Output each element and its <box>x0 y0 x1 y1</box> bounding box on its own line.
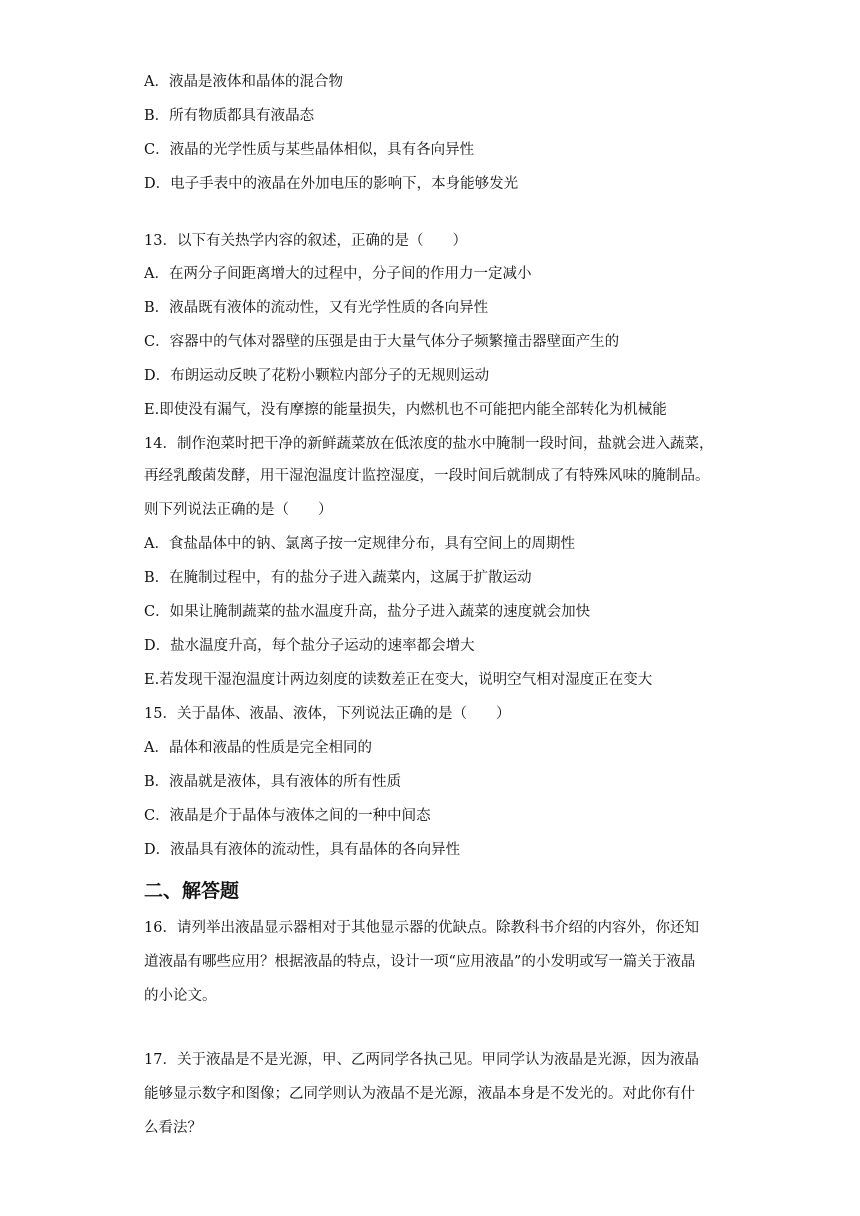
q16-line-1: 16．请列举出液晶显示器相对于其他显示器的优缺点。除教科书介绍的内容外，你还知 <box>144 920 699 936</box>
q15-stem: 15．关于晶体、液晶、液体，下列说法正确的是（ ） <box>144 706 511 722</box>
q14-option-e: E.若发现干湿泡温度计两边刻度的读数差正在变大，说明空气相对湿度正在变大 <box>144 672 653 688</box>
q13-option-d: D．布朗运动反映了花粉小颗粒内部分子的无规则运动 <box>144 368 490 384</box>
q15-option-a: A．晶体和液晶的性质是完全相同的 <box>144 740 372 756</box>
q17-line-3: 么看法？ <box>144 1120 202 1136</box>
q14-stem-line-3: 则下列说法正确的是（ ） <box>144 502 333 518</box>
q12-option-a: A．液晶是液体和晶体的混合物 <box>144 74 343 90</box>
section-heading: 二、解答题 <box>144 880 240 902</box>
q14-option-b: B．在腌制过程中，有的盐分子进入蔬菜内，这属于扩散运动 <box>144 570 532 586</box>
q15-option-b: B．液晶就是液体，具有液体的所有性质 <box>144 774 402 790</box>
q15-option-d: D．液晶具有液体的流动性，具有晶体的各向异性 <box>144 842 461 858</box>
q14-stem-line-2: 再经乳酸菌发酵，用干湿泡温度计监控湿度，一段时间后就制成了有特殊风味的腌制品。 <box>144 468 710 484</box>
q14-stem-line-1: 14．制作泡菜时把干净的新鲜蔬菜放在低浓度的盐水中腌制一段时间，盐就会进入蔬菜， <box>144 436 714 452</box>
q14-option-a: A．食盐晶体中的钠、氯离子按一定规律分布，具有空间上的周期性 <box>144 536 575 552</box>
q16-line-3: 的小论文。 <box>144 988 217 1004</box>
q14-option-c: C．如果让腌制蔬菜的盐水温度升高，盐分子进入蔬菜的速度就会加快 <box>144 604 591 620</box>
q16-line-2: 道液晶有哪些应用？根据液晶的特点，设计一项“应用液晶”的小发明或写一篇关于液晶 <box>144 954 696 970</box>
q12-option-d: D．电子手表中的液晶在外加电压的影响下，本身能够发光 <box>144 176 519 192</box>
q17-line-2: 能够显示数字和图像；乙同学则认为液晶不是光源，液晶本身是不发光的。对此你有什 <box>144 1086 695 1102</box>
q15-option-c: C．液晶是介于晶体与液体之间的一种中间态 <box>144 808 431 824</box>
q12-option-b: B．所有物质都具有液晶态 <box>144 108 315 124</box>
q17-line-1: 17．关于液晶是不是光源，甲、乙两同学各执己见。甲同学认为液晶是光源，因为液晶 <box>144 1052 699 1068</box>
q13-option-c: C．容器中的气体对器壁的压强是由于大量气体分子频繁撞击器壁面产生的 <box>144 334 620 350</box>
q13-stem: 13．以下有关热学内容的叙述，正确的是（ ） <box>144 233 467 249</box>
q13-option-a: A．在两分子间距离增大的过程中，分子间的作用力一定减小 <box>144 266 532 282</box>
q12-option-c: C．液晶的光学性质与某些晶体相似，具有各向异性 <box>144 142 475 158</box>
q14-option-d: D．盐水温度升高，每个盐分子运动的速率都会增大 <box>144 638 475 654</box>
q13-option-b: B．液晶既有液体的流动性，又有光学性质的各向异性 <box>144 300 489 316</box>
q13-option-e: E.即使没有漏气，没有摩擦的能量损失，内燃机也不可能把内能全部转化为机械能 <box>144 402 667 418</box>
